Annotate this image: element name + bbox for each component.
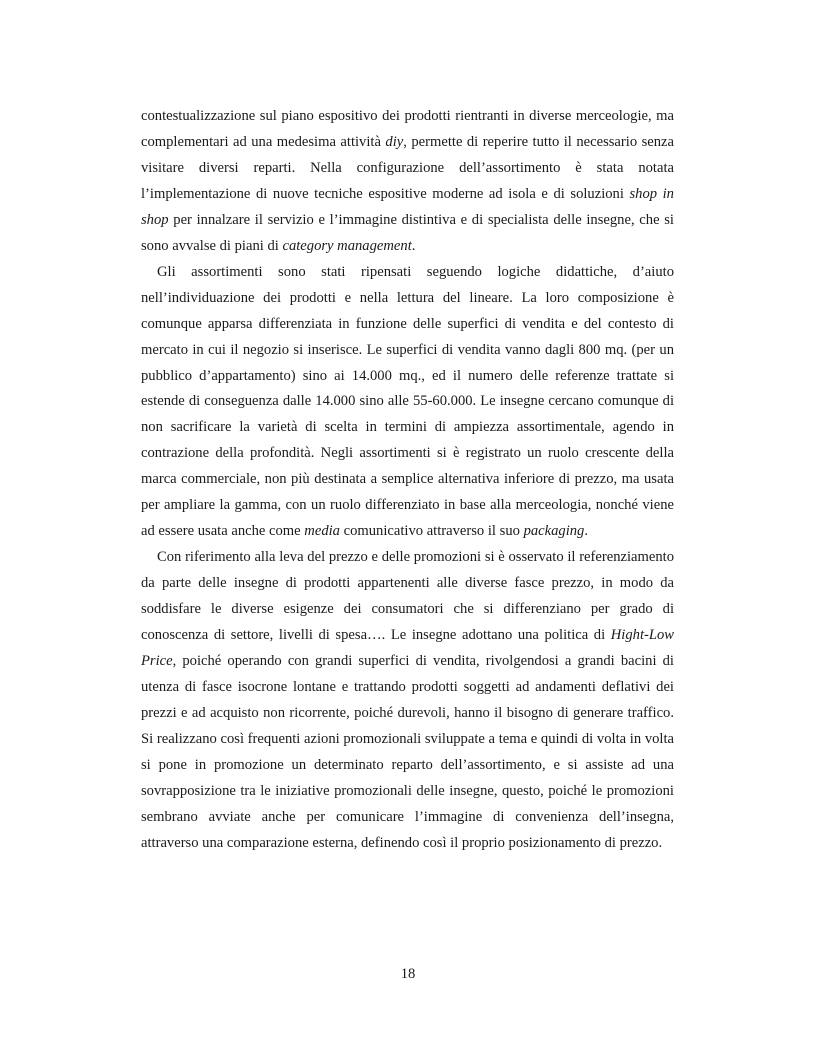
paragraph-3 — [141, 545, 674, 856]
text-run: . — [411, 237, 416, 254]
italic-term-diy: diy — [385, 133, 404, 150]
italic-term-shop-in-shop: shop in shop — [141, 185, 674, 228]
paragraph-2 — [141, 260, 674, 545]
text-run: , permette di reperire tutto il necessario senza visitare diversi reparti. Nella configurazione dell’assortimento è stata notata l’implementazione di nuove tecniche espositive moderne ad isola e di soluzioni — [141, 133, 674, 202]
body-text — [141, 104, 674, 857]
text-run: per innalzare il servizio e l’immagine distintiva e di specialista delle insegne, che si sono avvalse di piani di — [141, 211, 674, 254]
text-run: . — [584, 523, 589, 540]
text-run: contestualizzazione sul piano espositivo dei prodotti rientranti in diverse merceologie, ma complementari ad una medesima attività — [141, 108, 674, 150]
text-run: comunicativo attraverso il suo — [339, 523, 524, 540]
italic-term-packaging: packaging — [523, 523, 585, 540]
italic-term-hight-low-price: Hight-Low Price — [141, 627, 674, 670]
italic-term-category-management: category management — [282, 237, 412, 254]
text-run: Gli assortimenti sono stati ripensati seguendo logiche didattiche, d’aiuto nell’individuazione dei prodotti e nella lettura del lineare. La loro composizione è comunque apparsa differenziata in funzione delle superfici di vendita e del contesto di mercato in cui il negozio si inserisce. Le superfici di vendita vanno dagli 800 mq. (per un pubblico d’appartamento) sino ai 14.000 mq., ed il numero delle referenze trattate si estende di conseguenza dalle 14.000 sino alle 55-60.000. Le insegne cercano comunque di non sacrificare la varietà di scelta in termini di ampiezza assortimentale, agendo in contrazione della profondità. Negli assortimenti si è registrato un ruolo crescente della marca commerciale, non più destinata a semplice alternativa inferiore di prezzo, ma usata per ampliare la gamma, con un ruolo differenziato in base alla merceologia, nonché viene ad essere usata anche come — [141, 263, 674, 540]
text-run: Con riferimento alla leva del prezzo e delle promozioni si è osservato il referenziamento da parte delle insegne di prodotti appartenenti alle diverse fasce prezzo, in modo da soddisfare le diverse esigenze dei consumatori che si differenziano per grado di conoscenza di settore, livelli di spesa…. Le insegne adottano una politica di — [141, 549, 674, 644]
page-number: 18 — [400, 966, 416, 982]
paragraph-1 — [141, 104, 674, 260]
text-run: , poiché operando con grandi superfici di vendita, rivolgendosi a grandi bacini di utenza di fasce isocrone lontane e trattando prodotti soggetti ad andamenti deflativi dei prezzi e ad acquisto non ricorrente, poiché durevoli, hanno il bisogno di generare traffico. Si realizzano così frequenti azioni promozionali sviluppate a tema e quindi di volta in volta si pone in promozione un determinato reparto dell’assortimento, e si assiste ad una sovrapposizione tra le iniziative promozionali delle insegne, questo, poiché le promozioni sembrano avviate anche per comunicare l’immagine di convenienza dell’insegna, attraverso una comparazione esterna, definendo così il proprio posizionamento di prezzo. — [141, 653, 674, 851]
italic-term-media: media — [304, 523, 340, 540]
